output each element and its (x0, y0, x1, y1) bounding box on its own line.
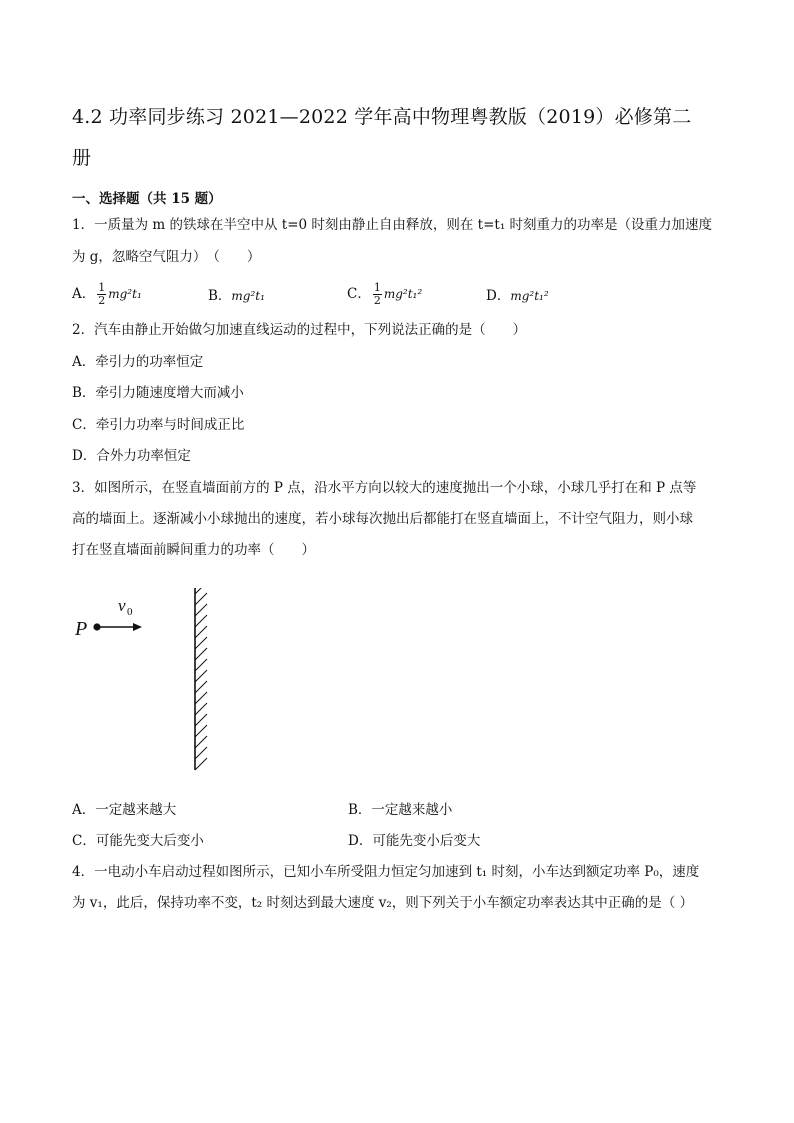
q1-stem-line1: 1．一质量为 m 的铁球在半空中从 t=0 时刻由静止自由释放，则在 t=t₁ 时刻重力的功率是（设重力加速度 (72, 217, 713, 233)
point-p (93, 623, 100, 630)
velocity-arrow-head (133, 623, 142, 631)
q3-option-a[interactable]: A．一定越来越大 (72, 802, 177, 818)
velocity-label: v (118, 596, 126, 615)
q3-stem-line3: 打在竖直墙面前瞬间重力的功率（ ） (72, 542, 315, 558)
q1-option-d-expr: mg²t₁² (510, 289, 549, 303)
q3-option-c[interactable]: C．可能先变大后变小 (72, 833, 204, 849)
q1-option-b-expr: mg²t₁ (231, 289, 265, 303)
fraction-half: $\frac{1}{2}$ (373, 281, 381, 307)
q3-stem-line1: 3．如图所示，在竖直墙面前方的 P 点，沿水平方向以较大的速度抛出一个小球，小球几乎打在和 P 点等 (72, 480, 697, 496)
q3-figure-wall-diagram (72, 588, 232, 778)
q1-option-b-label: B． (208, 288, 232, 304)
q3-option-b[interactable]: B．一定越来越小 (348, 802, 453, 818)
q1-stem-line2: 为 g，忽略空气阻力） （ ） (72, 249, 261, 265)
velocity-subscript: 0 (127, 606, 133, 618)
q1-option-d[interactable] (486, 286, 549, 306)
q4-stem-line1: 4．一电动小车启动过程如图所示，已知小车所受阻力恒定匀加速到 t₁ 时刻，小车达到额定功率 P₀，速度 (72, 864, 700, 880)
q1-option-a[interactable] (72, 282, 142, 307)
q3-option-d[interactable]: D．可能先变小后变大 (348, 833, 481, 849)
wall-hatching (195, 588, 207, 770)
fraction-half: $\frac{1}{2}$ (98, 281, 106, 307)
q2-stem: 2．汽车由静止开始做匀加速直线运动的过程中，下列说法正确的是（ ） (72, 322, 527, 338)
q4-stem-line2: 为 v₁，此后，保持功率不变，t₂ 时刻达到最大速度 v₂，则下列关于小车额定功率表达其中正确的是（ ） (72, 895, 694, 911)
q2-option-b[interactable]: B．牵引力随速度增大而减小 (72, 385, 244, 401)
q1-option-c-expr: mg²t₁² (383, 287, 423, 301)
document-title: 4.2 功率同步练习 2021—2022 学年高中物理粤教版（2019）必修第二 (72, 106, 692, 128)
q3-stem-line2: 高的墙面上。逐渐减小小球抛出的速度，若小球每次抛出后都能打在竖直墙面上，不计空气阻力，则小球 (72, 511, 693, 527)
q1-option-c-label: C． (347, 286, 371, 302)
section-heading: 一、选择题（共 15 题） (72, 191, 222, 207)
q2-option-d[interactable]: D．合外力功率恒定 (72, 448, 191, 464)
q1-option-b[interactable] (208, 286, 265, 306)
q1-option-a-expr: mg²t₁ (108, 287, 142, 301)
q1-option-a-label: A． (72, 286, 96, 302)
q2-option-c[interactable]: C．牵引力功率与时间成正比 (72, 417, 245, 433)
q2-option-a[interactable]: A．牵引力的功率恒定 (72, 354, 204, 370)
q1-option-d-label: D． (486, 288, 511, 304)
document-title-continued: 册 (72, 147, 92, 169)
q1-option-c[interactable] (347, 282, 422, 307)
point-p-label: P (75, 618, 88, 640)
